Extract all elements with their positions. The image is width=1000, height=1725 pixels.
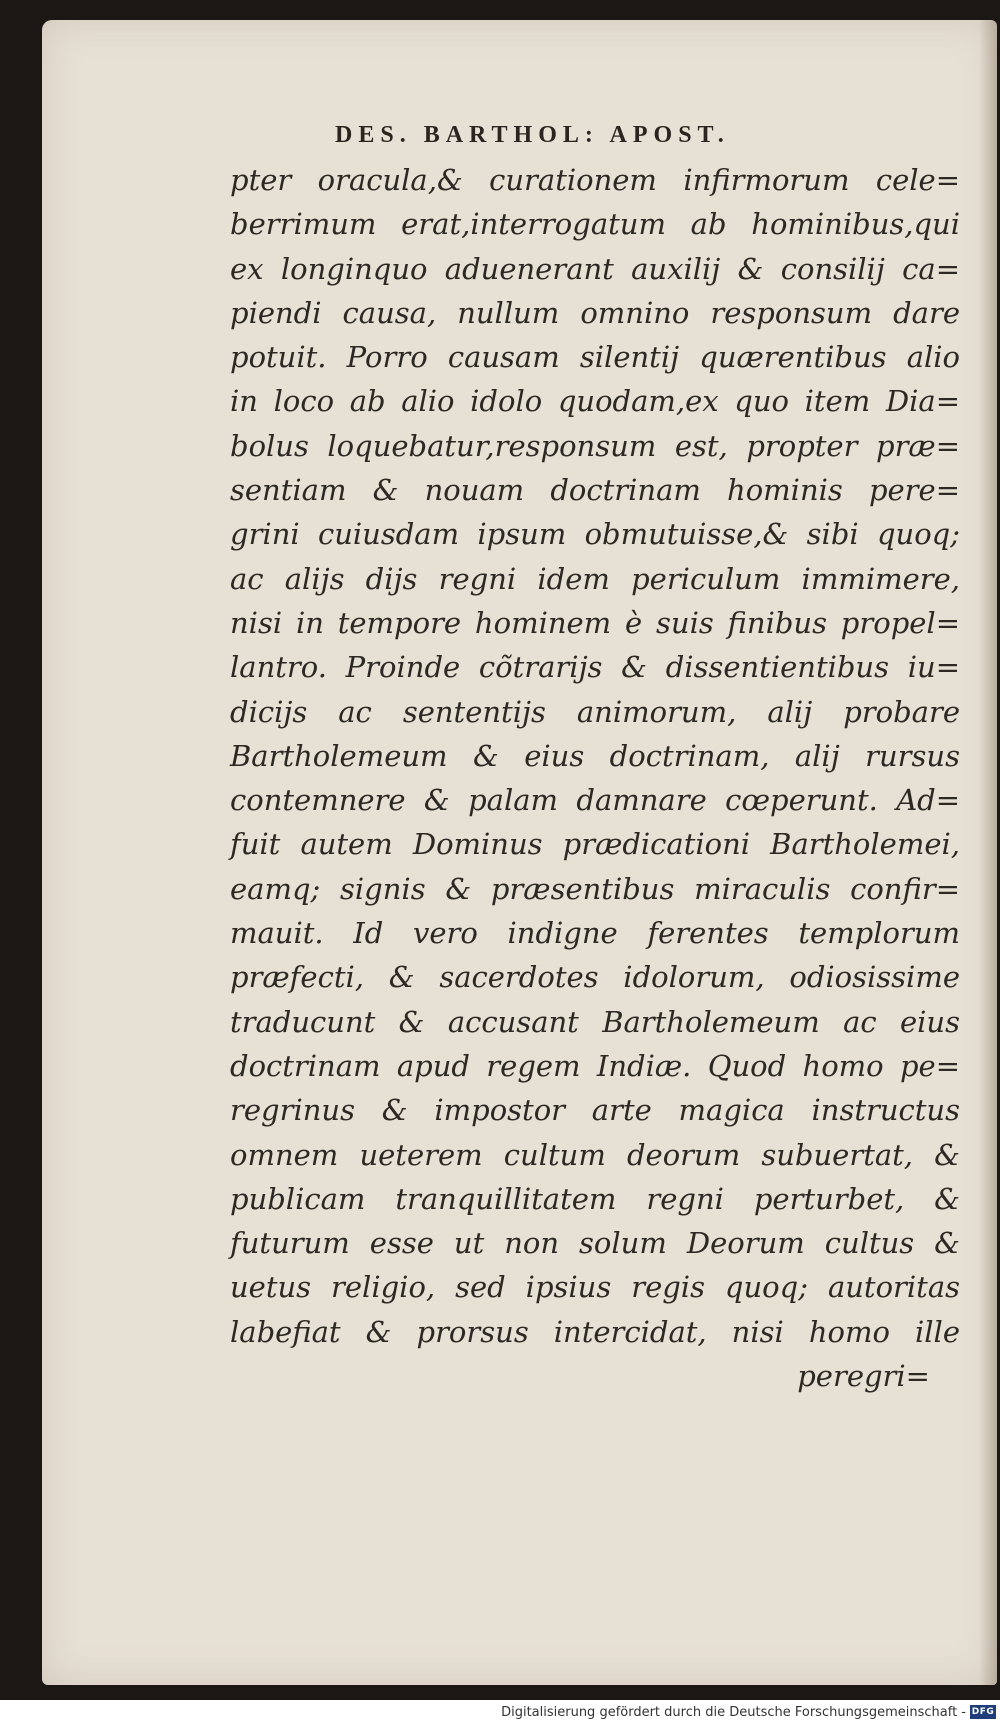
text-line: mauit. Id vero indigne ferentes templorum (230, 916, 960, 951)
text-line: bolus loquebatur,responsum est, propter præ= (230, 428, 960, 463)
text-line: in loco ab alio idolo quodam,ex quo item Dia= (230, 384, 960, 419)
text-line: piendi causa, nullum omnino responsum dare (230, 295, 960, 330)
text-line: traducunt & accusant Bartholemeum ac eius (230, 1004, 960, 1039)
text-line: eamq; signis & præsentibus miraculis confir= (230, 871, 960, 906)
text-line: potuit. Porro causam silentij quærentibus alio (230, 340, 960, 375)
dfg-logo: DFG (971, 1707, 995, 1717)
body-text (230, 158, 960, 1398)
text-line: labefiat & prorsus intercidat, nisi homo ille (230, 1314, 960, 1349)
text-line: grini cuiusdam ipsum obmutuisse,& sibi quoq; (230, 517, 960, 552)
text-line: nisi in tempore hominem è suis finibus propel= (230, 605, 960, 640)
text-line: ex longinquo aduenerant auxilij & consilij ca= (230, 251, 960, 286)
text-line: ac alijs dijs regni idem periculum immimere, (230, 561, 960, 596)
text-line: fuit autem Dominus prædicationi Bartholemei, (230, 827, 960, 862)
funding-credit: Digitalisierung gefördert durch die Deutsche Forschungsgemeinschaft - (501, 1705, 966, 1720)
text-line: pter oracula,& curationem infirmorum cele= (230, 163, 960, 197)
text-line: doctrinam apud regem Indiæ. Quod homo pe= (230, 1048, 960, 1083)
catchword: peregri= (797, 1359, 930, 1394)
text-line: præfecti, & sacerdotes idolorum, odiosissime (230, 960, 960, 995)
text-line: contemnere & palam damnare cœperunt. Ad= (230, 783, 960, 818)
text-line: dicijs ac sententijs animorum, alij probare (230, 694, 960, 729)
text-line: lantro. Proinde cõtrarijs & dissentientibus iu= (230, 650, 960, 685)
text-line: sentiam & nouam doctrinam hominis pere= (230, 473, 960, 508)
text-line: uetus religio, sed ipsius regis quoq; autoritas (230, 1270, 960, 1305)
page-edge-shadow (979, 20, 997, 1685)
text-line: Bartholemeum & eius doctrinam, alij rursus (230, 738, 960, 773)
text-line: omnem ueterem cultum deorum subuertat, & (230, 1137, 960, 1172)
text-line: publicam tranquillitatem regni perturbet, & (230, 1181, 960, 1216)
text-line: futurum esse ut non solum Deorum cultus & (230, 1226, 960, 1261)
text-line: berrimum erat,interrogatum ab hominibus,qui (230, 207, 960, 242)
text-line: regrinus & impostor arte magica instructus (230, 1093, 960, 1128)
footer-bar (0, 1700, 1000, 1725)
running-head: DES. BARTHOL: APOST. (335, 122, 730, 148)
